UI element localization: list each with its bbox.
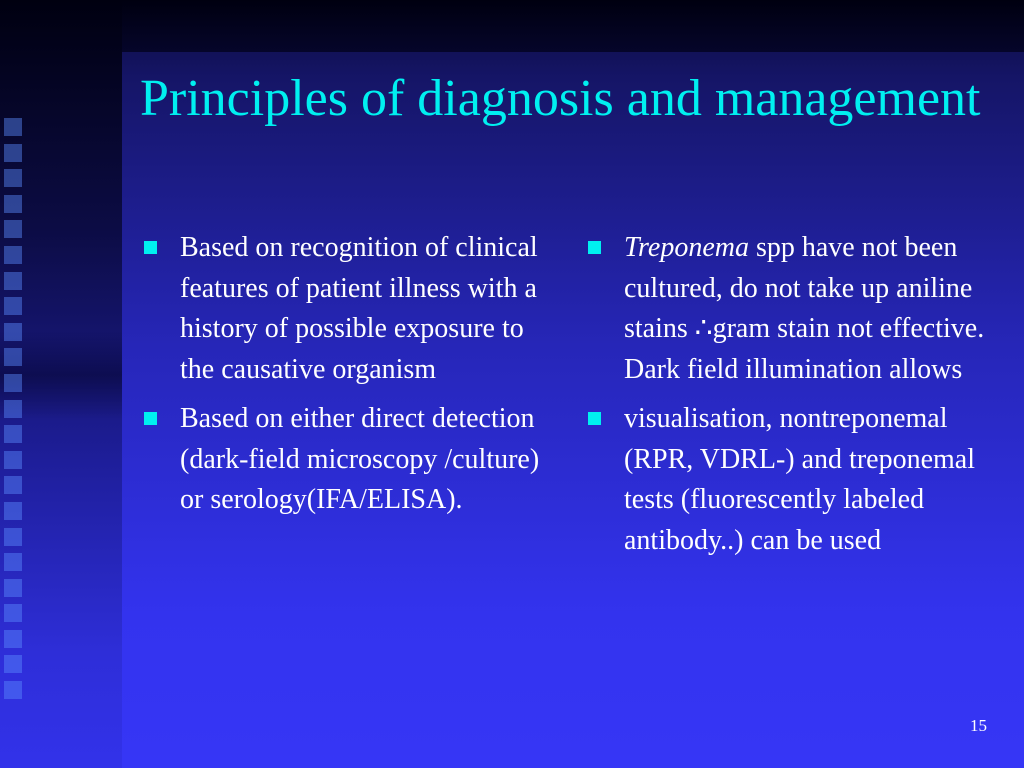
decorative-square [4, 169, 22, 187]
right-bullet-1-text: spp have not been cultured, do not take up aniline stains ∴gram stain not effective. Dark field illumination allows [624, 232, 985, 386]
decorative-squares [4, 118, 28, 718]
right-bullet-1 [586, 228, 1006, 391]
square-bullet-icon [144, 241, 157, 254]
decorative-square [4, 553, 22, 571]
decorative-square [4, 144, 22, 162]
decorative-square [4, 348, 22, 366]
decorative-square [4, 220, 22, 238]
decorative-square [4, 476, 22, 494]
decorative-square [4, 374, 22, 392]
right-bullet-2-text: visualisation, nontreponemal (RPR, VDRL-) and treponemal tests (fluorescently labeled antibody..) can be used [624, 402, 975, 556]
decorative-square [4, 655, 22, 673]
decorative-square [4, 425, 22, 443]
left-bullet-1-text: Based on recognition of clinical features of patient illness with a history of possible exposure to the causative organism [180, 232, 538, 386]
left-bullet-2 [142, 399, 562, 521]
page-number: 15 [970, 716, 987, 735]
decorative-square [4, 681, 22, 699]
decorative-square [4, 195, 22, 213]
slide-title: Principles of diagnosis and management [140, 70, 981, 127]
decorative-square [4, 630, 22, 648]
square-bullet-icon [588, 241, 601, 254]
decorative-square [4, 272, 22, 290]
right-bullet-list [586, 228, 1006, 570]
decorative-square [4, 400, 22, 418]
decorative-square [4, 297, 22, 315]
left-bullet-1 [142, 228, 562, 391]
square-bullet-icon [588, 412, 601, 425]
right-bullet-1-italic-term: Treponema [624, 232, 749, 263]
left-bullet-2-text: Based on either direct detection (dark-field microscopy /culture) or serology(IFA/ELISA). [180, 402, 540, 516]
decorative-square [4, 118, 22, 136]
top-band [0, 0, 1024, 52]
square-bullet-icon [144, 412, 157, 425]
decorative-square [4, 323, 22, 341]
decorative-square [4, 502, 22, 520]
decorative-square [4, 528, 22, 546]
left-bullet-list [142, 228, 562, 529]
decorative-square [4, 451, 22, 469]
decorative-square [4, 579, 22, 597]
right-bullet-2 [586, 399, 1006, 562]
decorative-square [4, 246, 22, 264]
decorative-square [4, 604, 22, 622]
